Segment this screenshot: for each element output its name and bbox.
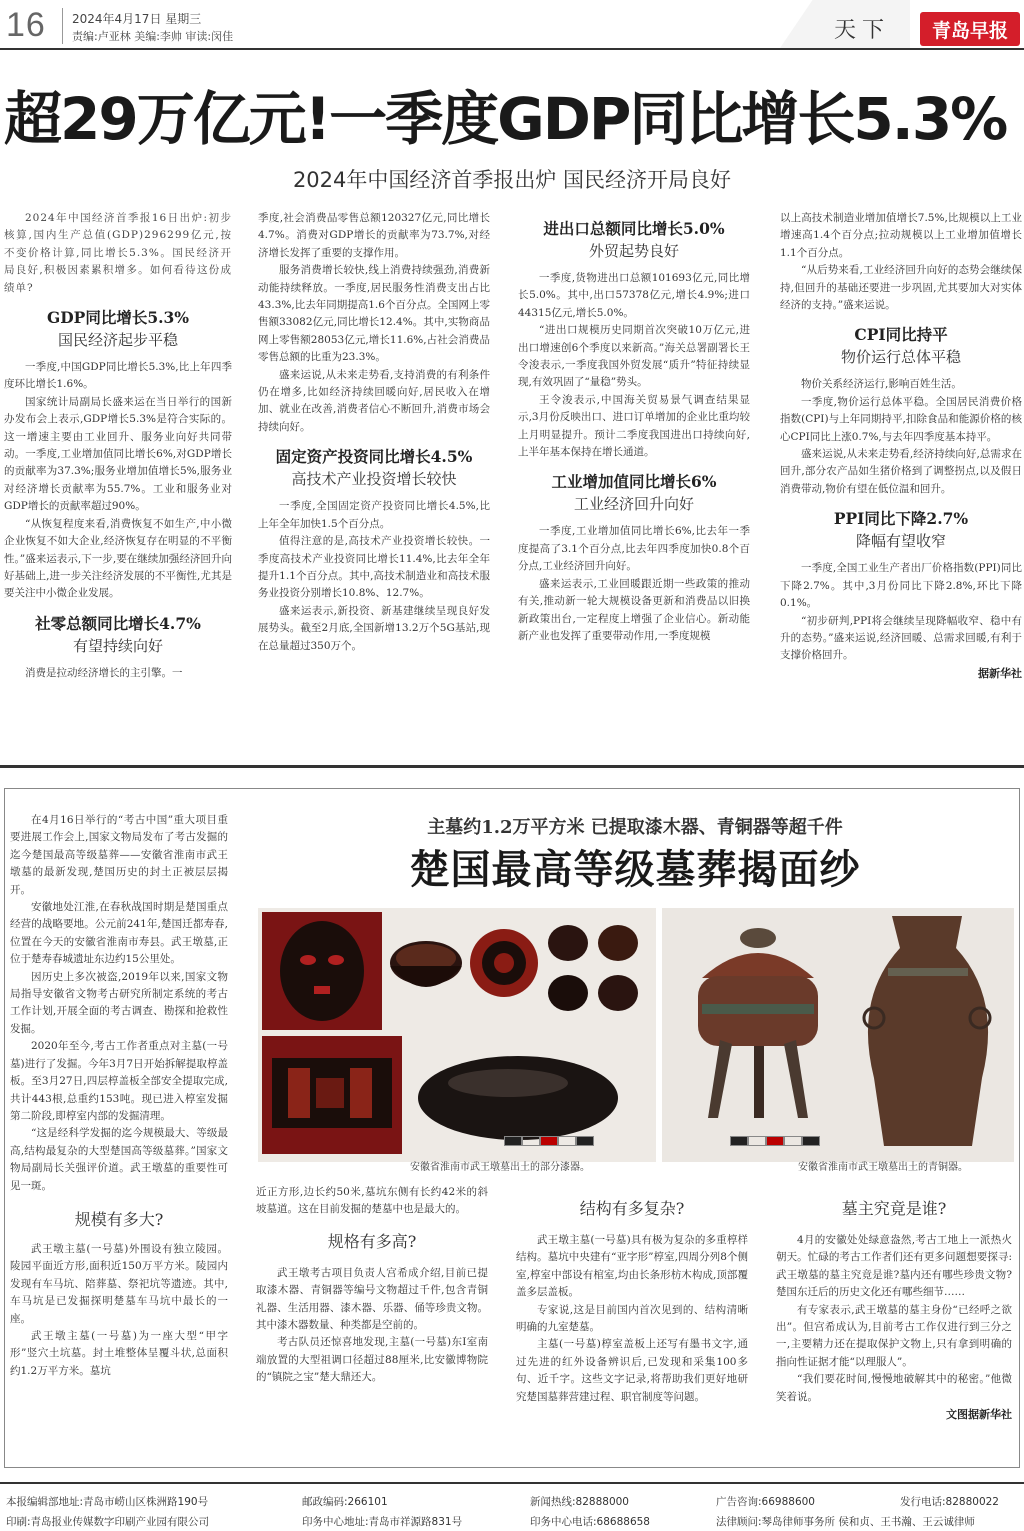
paragraph: 一季度,物价运行总体平稳。全国居民消费价格指数(CPI)与上年同期持平,扣除食品和能源价格的核心CPI同比上涨0.7%,与去年四季度基本持平。	[780, 395, 1022, 443]
paragraph: 近正方形,边长约50米,墓坑东侧有长约42米的斜坡墓道。这在目前发掘的楚墓中也是最大的。	[256, 1186, 488, 1216]
subheading	[776, 1198, 1012, 1220]
subheading-line-1: 工业增加值同比增长6%	[551, 472, 717, 492]
article2-column-3	[516, 1198, 748, 1406]
footer-news-hotline: 新闻热线:82888000	[530, 1496, 629, 1508]
subheading-line-1: CPI同比持平	[854, 325, 948, 345]
paragraph: “从后势来看,工业经济回升向好的态势会继续保持,但回升的基础还要进一步巩固,尤其要加大对实体经济的支持。”盛来运说。	[780, 264, 1022, 312]
page-number: 16	[6, 6, 46, 44]
newspaper-logo: 青岛早报	[920, 12, 1020, 46]
subheading-line-2: 高技术产业投资增长较快	[291, 470, 457, 489]
subheading	[780, 508, 1022, 552]
subheading	[4, 613, 232, 657]
paragraph: “这是经科学发掘的迄今规模最大、等级最高,结构最复杂的大型楚国高等级墓葬。”国家文物局副局长关强评价道。武王墩墓的重要性可见一斑。	[10, 1127, 228, 1192]
photo-caption-bronze: 安徽省淮南市武王墩墓出土的青铜器。	[798, 1162, 968, 1173]
paragraph: 4月的安徽处处绿意盎然,考古工地上一派热火朝天。忙碌的考古工作者们还有更多问题想要探寻:武王墩墓的墓主究竟是谁?墓内还有哪些珍贵文物?楚国东迁后的历史文化还有哪些细节……	[776, 1234, 1012, 1299]
paragraph: 安徽地处江淮,在春秋战国时期是楚国重点经营的战略要地。公元前241年,楚国迁都寿春,位置在今天的安徽省淮南市寿县。武王墩墓,正位于楚寿春城遗址东边约15公里处。	[10, 901, 228, 966]
paragraph: “我们要花时间,慢慢地破解其中的秘密。”他微笑着说。	[776, 1373, 1012, 1403]
issue-date: 2024年4月17日 星期三	[72, 12, 202, 26]
subheading	[256, 1231, 488, 1253]
section-divider	[0, 765, 1024, 768]
byline: 据新华社	[978, 666, 1022, 680]
staff-credits: 责编:卢亚林 美编:李帅 审读:闵佳	[72, 30, 234, 43]
paragraph: 以上高技术制造业增加值增长7.5%,比规模以上工业增速高1.4个百分点;拉动规模以上工业增加值增长1.1个百分点。	[780, 212, 1022, 259]
lacquerware-photo	[258, 908, 656, 1162]
paragraph: 盛来运表示,新投资、新基建继续呈现良好发展势头。截至2月底,全国新增13.2万个5G基站,现在总量超过350万个。	[258, 604, 490, 652]
paragraph: 一季度,货物进出口总额101693亿元,同比增长5.0%。其中,出口57378亿元,增长4.9%;进口44315亿元,增长5.0%。	[518, 272, 750, 319]
subheading-line-2: 国民经济起步平稳	[57, 331, 178, 350]
subheading	[516, 1198, 748, 1220]
paragraph: 2020年至今,考古工作者重点对主墓(一号墓)进行了发掘。今年3月7日开始拆解提取椁盖板。至3月27日,四层椁盖板全部安全提取完成,共计443根,总重约153吨。现已进入椁室发掘第二阶段,即椁室内部的发掘清理。	[10, 1040, 228, 1122]
article2-left-column	[10, 812, 228, 1380]
subheading	[258, 446, 490, 490]
paragraph: “从恢复程度来看,消费恢复不如生产,中小微企业恢复不如大企业,经济恢复存在明显的不平衡性。”盛来运表示,下一步,要在继续加强经济回升向好基础上,进一步关注经济发展的不平衡性,尤其是要关注中小微企业发展。	[4, 517, 232, 600]
article1-column-2	[258, 210, 490, 655]
paragraph: 一季度,工业增加值同比增长6%,比去年一季度提高了3.1个百分点,比去年四季度加快0.8个百分点,工业经济回升向好。	[518, 525, 750, 573]
subheading-line-2: 工业经济回升向好	[573, 495, 694, 514]
article2-column-2	[256, 1184, 488, 1387]
footer-ad-contact: 广告咨询:66988600	[716, 1496, 815, 1508]
article2-title: 楚国最高等级墓葬揭面纱	[409, 847, 861, 893]
article2-kicker: 主墓约1.2万平方米 已提取漆木器、青铜器等超千件	[427, 817, 843, 838]
paragraph: 季度,社会消费品零售总额120327亿元,同比增长4.7%。消费对GDP增长的贡献率为73.7%,对经济增长发挥了重要的支撑作用。	[258, 212, 490, 259]
paragraph: 武王墩主墓(一号墓)为一座大型“甲字形”竖穴土坑墓。封土堆整体呈覆斗状,总面积约1.2万平方米。墓坑	[10, 1329, 228, 1377]
subheading-title: 规模有多大?	[74, 1209, 164, 1229]
paragraph: 王令浚表示,中国海关贸易景气调查结果显示,3月份反映出口、进口订单增加的企业比重均较上月明显提升。预计二季度我国进出口持续向好,上半年基本保持在增长通道。	[518, 393, 750, 459]
subheading	[518, 218, 750, 262]
main-subhead: 2024年中国经济首季报出炉 国民经济开局良好	[292, 168, 732, 192]
lacquerware-illustration	[258, 908, 656, 1162]
subheading	[780, 324, 1022, 368]
article2-column-4	[776, 1198, 1012, 1423]
footer-rule	[0, 1482, 1024, 1484]
footer-printer: 印刷:青岛报业传媒数字印刷产业园有限公司	[6, 1516, 210, 1528]
subheading-line-2: 外贸起势良好	[588, 242, 679, 260]
footer-print-phone: 印务中心电话:68688658	[530, 1516, 650, 1528]
paragraph: 武王墩主墓(一号墓)外围设有独立陵园。陵园平面近方形,面积近150万平方米。陵园内发现有车马坑、陪葬墓、祭祀坑等遗迹。其中,车马坑是已发掘探明楚墓车马坑中最长的一座。	[10, 1242, 228, 1325]
paragraph: 因历史上多次被盗,2019年以来,国家文物局指导安徽省文物考古研究所制定系统的考古工作计划,开展全面的考古调查、勘探和抢救性发掘。	[10, 970, 228, 1035]
subheading-line-1: PPI同比下降2.7%	[833, 509, 969, 529]
paragraph: 盛来运说,从未来走势看,支持消费的有利条件仍在增多,比如经济持续回暖向好,居民收入在增加、就业在改善,消费者信心不断回升,消费市场会持续向好。	[258, 368, 490, 433]
paragraph: 服务消费增长较快,线上消费持续强劲,消费新动能持续释放。一季度,居民服务性消费支出占比43.3%,比去年同期提高1.6个百分点。全国网上零售额33082亿元,同比增长12.4%。其中,实物商品网上零售额28053亿元,增长11.6%,占社会消费品零售总额的比重为23.3%。	[258, 264, 490, 364]
paragraph: 一季度,中国GDP同比增长5.3%,比上年四季度环比增长1.6%。	[4, 361, 232, 391]
bronze-photo	[662, 908, 1014, 1162]
paragraph: 专家说,这是目前国内首次见到的、结构清晰明确的九室楚墓。	[516, 1303, 748, 1334]
paragraph: 一季度,全国工业生产者出厂价格指数(PPI)同比下降2.7%。其中,3月份同比下降2.8%,环比下降0.1%。	[780, 562, 1022, 610]
bronze-illustration	[662, 908, 1014, 1162]
paragraph: 武王墩考古项目负责人宫希成介绍,目前已提取漆木器、青铜器等编号文物超过千件,包含青铜礼器、生活用器、漆木器、乐器、俑等珍贵文物。其中漆木器数量、种类都是空前的。	[256, 1266, 488, 1332]
subheading-line-2: 有望持续向好	[72, 636, 163, 655]
subheading-line-2: 物价运行总体平稳	[840, 348, 961, 367]
paragraph: 武王墩主墓(一号墓)具有极为复杂的多重椁样结构。墓坑中央建有“亚字形”椁室,四周分列8个侧室,椁室中部设有棺室,均由长条形枋木构成,顶部覆盖多层盖板。	[516, 1234, 748, 1299]
paragraph: 国家统计局副局长盛来运在当日举行的国新办发布会上表示,GDP增长5.3%是符合实际的。这一增速主要由工业回升、服务业向好共同带动。一季度,工业增加值同比增长6%,对GDP增长的贡献率为37.3%;服务业增加值增长5%,服务业对经济增长贡献率为55.7%。工业和服务业对GDP增长的贡献率超过90%。	[4, 395, 232, 513]
paragraph: 物价关系经济运行,影响百姓生活。	[801, 378, 962, 391]
section-name: 天下	[834, 18, 891, 43]
footer-distribution-phone: 发行电话:82880022	[900, 1496, 999, 1508]
scale-bar	[730, 1136, 820, 1146]
footer-address: 本报编辑部地址:青岛市崂山区株洲路190号	[6, 1496, 209, 1508]
paragraph: “进出口规模历史同期首次突破10万亿元,进出口增速创6个季度以来新高。”海关总署副署长王令浚表示,一季度我国外贸发展“质升”特征持续显现,有效巩固了“量稳”势头。	[518, 324, 750, 389]
main-headline: 超29万亿元!一季度GDP同比增长5.3%	[4, 85, 1007, 153]
paragraph: 有专家表示,武王墩墓的墓主身份“已经呼之欲出”。但宫希成认为,目前考古工作仅进行到三分之一,主要精力还在提取保护文物上,只有拿到明确的指向性证据才能“以理服人”。	[776, 1303, 1012, 1368]
article1-column-3	[518, 218, 750, 645]
paragraph: “初步研判,PPI将会继续呈现降幅收窄、稳中有升的态势。”盛来运说,经济回暖、总需求回暖,有利于支撑价格回升。	[780, 614, 1022, 662]
subheading-line-1: 固定资产投资同比增长4.5%	[275, 447, 473, 467]
header-rule	[0, 48, 1024, 50]
article1-column-1	[4, 210, 232, 682]
paragraph: 消费是拉动经济增长的主引擎。一	[25, 666, 183, 679]
lead-paragraph: 2024年中国经济首季报16日出炉:初步核算,国内生产总值(GDP)296299亿元,按不变价格计算,同比增长5.3%。国民经济开局良好,积极因素累积增多。如何看待这份成绩单?	[4, 212, 232, 294]
paragraph: 盛来运说,从未来走势看,经济持续向好,总需求在回升,部分农产品如生猪价格到了调整拐点,以及假日消费带动,物价有望在低位温和回升。	[780, 448, 1022, 495]
footer-postcode: 邮政编码:266101	[302, 1496, 388, 1508]
paragraph: 在4月16日举行的“考古中国”重大项目重要进展工作会上,国家文物局发布了考古发掘的迄今楚国最高等级墓葬——安徽省淮南市武王墩墓的最新发现,楚国历史的封土正被层层揭开。	[10, 814, 228, 896]
paragraph: 考古队员还惊喜地发现,主墓(一号墓)东Ⅰ室南端放置的大型祖调口径超过88厘米,比安徽博物院的“镇院之宝”楚大鼎还大。	[256, 1336, 488, 1384]
footer-legal-counsel: 法律顾问:琴岛律师事务所 侯和贞、王书瀚、王云诚律师	[716, 1516, 975, 1528]
subheading	[10, 1209, 228, 1231]
paragraph: 盛来运表示,工业回暖跟近期一些政策的推动有关,推动新一轮大规模设备更新和消费品以旧换新政策出台,一定程度上增强了企业信心。新动能新产业也发挥了重要带动作用,一季度规模	[518, 577, 750, 642]
article1-column-4	[780, 210, 1022, 682]
paragraph: 主墓(一号墓)椁室盖板上还写有墨书文字,通过先进的红外设备辨识后,已发现和采集100多句、近千字。这些文字记录,将帮助我们更好地研究楚国墓葬营建过程、职官制度等问题。	[516, 1338, 748, 1403]
subheading-title: 墓主究竟是谁?	[841, 1199, 947, 1218]
subheading-line-2: 降幅有望收窄	[855, 532, 946, 551]
subheading	[4, 307, 232, 351]
photo-caption-lacquerware: 安徽省淮南市武王墩墓出土的部分漆器。	[410, 1162, 590, 1173]
subheading-line-1: 社零总额同比增长4.7%	[35, 613, 201, 633]
paragraph: 一季度,全国固定资产投资同比增长4.5%,比上年全年加快1.5个百分点。	[258, 500, 490, 530]
paragraph: 值得注意的是,高技术产业投资增长较快。一季度高技术产业投资同比增长11.4%,比去年全年提升1.1个百分点。其中,高技术制造业和高技术服务业投资分别增长10.8%、12.7%。	[258, 535, 490, 600]
subheading-title: 规格有多高?	[327, 1231, 417, 1251]
subheading-line-1: 进出口总额同比增长5.0%	[543, 219, 725, 238]
byline: 文图据新华社	[946, 1408, 1012, 1422]
footer-print-address: 印务中心地址:青岛市祥源路831号	[302, 1516, 463, 1528]
header-separator	[62, 8, 63, 44]
subheading-line-1: GDP同比增长5.3%	[46, 308, 190, 328]
scale-bar	[504, 1136, 594, 1146]
subheading-title: 结构有多复杂?	[579, 1199, 685, 1218]
subheading	[518, 471, 750, 515]
